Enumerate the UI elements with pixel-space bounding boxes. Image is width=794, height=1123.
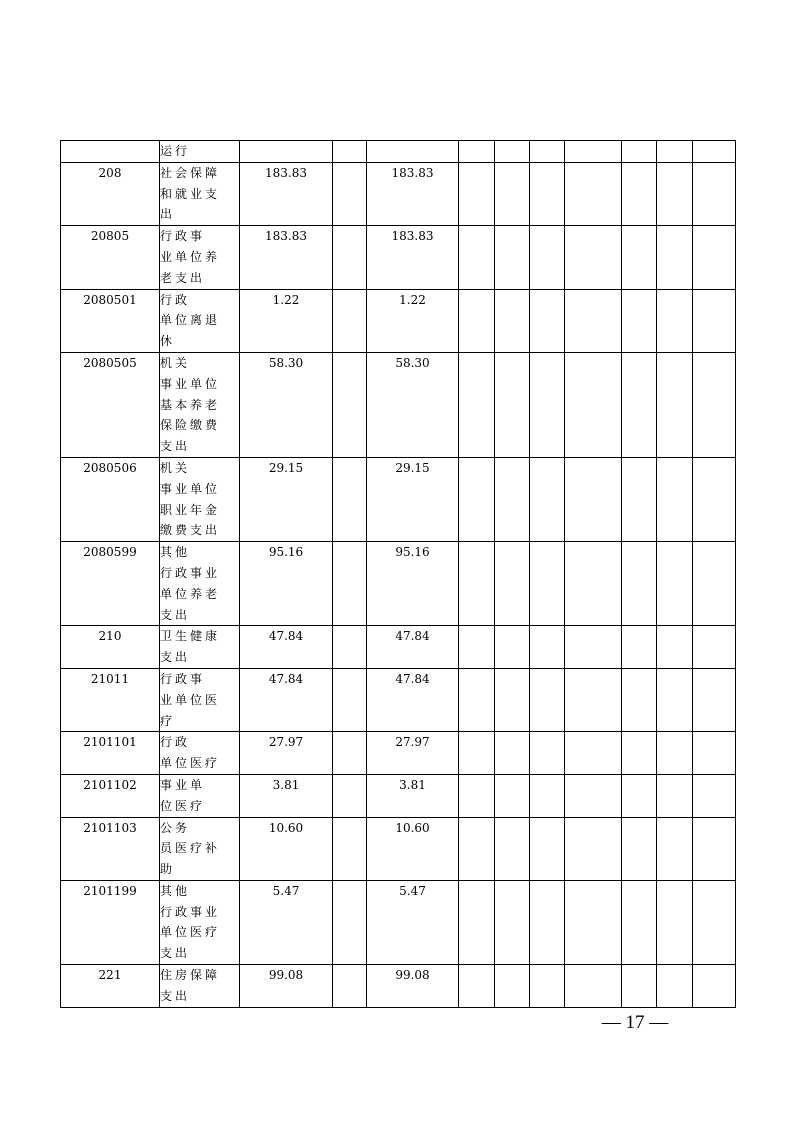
empty-cell [693,226,736,289]
empty-cell [565,352,622,457]
basic-expenditure-cell: 5.47 [367,880,459,964]
empty-cell [622,162,657,225]
subject-code-cell [61,141,160,163]
empty-cell [693,880,736,964]
table-row [61,226,736,289]
empty-cell [495,774,530,817]
amount-cell [333,880,367,964]
page-number: — 17 — [601,1012,669,1033]
empty-cell [622,774,657,817]
amount-cell [333,965,367,1008]
amount-cell [333,457,367,541]
empty-cell [657,774,693,817]
empty-cell [495,457,530,541]
table-row [61,774,736,817]
empty-cell [693,626,736,669]
empty-cell [693,817,736,880]
subject-name-cell: 行政事 业单位医 疗 [160,668,240,731]
empty-cell [530,965,565,1008]
empty-cell [693,457,736,541]
subject-code-cell: 221 [61,965,160,1008]
empty-cell [459,732,495,775]
basic-expenditure-cell: 1.22 [367,289,459,352]
empty-cell [459,162,495,225]
empty-cell [693,141,736,163]
table-row [61,542,736,626]
amount-cell [333,352,367,457]
total-amount-cell: 183.83 [240,162,333,225]
empty-cell [657,352,693,457]
total-amount-cell: 183.83 [240,226,333,289]
total-amount-cell: 1.22 [240,289,333,352]
empty-cell [565,457,622,541]
empty-cell [530,457,565,541]
empty-cell [657,141,693,163]
empty-cell [495,817,530,880]
empty-cell [495,141,530,163]
empty-cell [495,289,530,352]
empty-cell [565,817,622,880]
subject-code-cell: 2080599 [61,542,160,626]
empty-cell [459,457,495,541]
empty-cell [657,965,693,1008]
empty-cell [693,774,736,817]
amount-cell [333,141,367,163]
subject-name-cell: 其他 行政事业 单位养老 支出 [160,542,240,626]
empty-cell [622,668,657,731]
total-amount-cell [240,141,333,163]
subject-code-cell: 2101101 [61,732,160,775]
subject-code-cell: 2101199 [61,880,160,964]
total-amount-cell: 29.15 [240,457,333,541]
total-amount-cell: 3.81 [240,774,333,817]
empty-cell [657,626,693,669]
empty-cell [495,965,530,1008]
empty-cell [693,352,736,457]
subject-name-cell: 社会保障 和就业支 出 [160,162,240,225]
empty-cell [565,162,622,225]
budget-table [60,140,736,1008]
basic-expenditure-cell: 3.81 [367,774,459,817]
empty-cell [459,880,495,964]
subject-code-cell: 2101102 [61,774,160,817]
empty-cell [495,226,530,289]
empty-cell [693,732,736,775]
subject-code-cell: 210 [61,626,160,669]
table-row [61,457,736,541]
empty-cell [495,626,530,669]
empty-cell [693,668,736,731]
table-row [61,732,736,775]
basic-expenditure-cell: 99.08 [367,965,459,1008]
amount-cell [333,774,367,817]
empty-cell [459,226,495,289]
subject-name-cell: 卫生健康 支出 [160,626,240,669]
total-amount-cell: 58.30 [240,352,333,457]
subject-name-cell: 行政事 业单位养 老支出 [160,226,240,289]
total-amount-cell: 27.97 [240,732,333,775]
empty-cell [622,352,657,457]
amount-cell [333,542,367,626]
amount-cell [333,817,367,880]
table-row [61,965,736,1008]
total-amount-cell: 47.84 [240,626,333,669]
empty-cell [459,817,495,880]
empty-cell [530,352,565,457]
table-body [61,141,736,1008]
empty-cell [530,226,565,289]
amount-cell [333,668,367,731]
empty-cell [530,880,565,964]
empty-cell [459,965,495,1008]
empty-cell [565,965,622,1008]
subject-code-cell: 2080506 [61,457,160,541]
empty-cell [657,457,693,541]
empty-cell [530,626,565,669]
empty-cell [693,289,736,352]
empty-cell [622,542,657,626]
basic-expenditure-cell: 47.84 [367,668,459,731]
table-row [61,626,736,669]
subject-name-cell: 行政 单位医疗 [160,732,240,775]
empty-cell [530,732,565,775]
empty-cell [459,289,495,352]
empty-cell [693,542,736,626]
total-amount-cell: 95.16 [240,542,333,626]
table-row [61,880,736,964]
subject-name-cell: 住房保障 支出 [160,965,240,1008]
empty-cell [530,141,565,163]
total-amount-cell: 5.47 [240,880,333,964]
amount-cell [333,626,367,669]
empty-cell [565,141,622,163]
subject-name-cell: 机关 事业单位 基本养老 保险缴费 支出 [160,352,240,457]
empty-cell [657,542,693,626]
empty-cell [565,226,622,289]
subject-code-cell: 2101103 [61,817,160,880]
empty-cell [495,542,530,626]
empty-cell [459,774,495,817]
basic-expenditure-cell: 95.16 [367,542,459,626]
basic-expenditure-cell: 29.15 [367,457,459,541]
empty-cell [565,732,622,775]
subject-code-cell: 2080501 [61,289,160,352]
basic-expenditure-cell [367,141,459,163]
empty-cell [565,880,622,964]
empty-cell [622,226,657,289]
empty-cell [565,626,622,669]
empty-cell [565,542,622,626]
empty-cell [459,668,495,731]
total-amount-cell: 10.60 [240,817,333,880]
empty-cell [565,774,622,817]
empty-cell [657,817,693,880]
empty-cell [530,668,565,731]
empty-cell [565,668,622,731]
table-row [61,141,736,163]
basic-expenditure-cell: 183.83 [367,226,459,289]
subject-name-cell: 运行 [160,141,240,163]
empty-cell [530,774,565,817]
empty-cell [693,162,736,225]
subject-code-cell: 208 [61,162,160,225]
total-amount-cell: 99.08 [240,965,333,1008]
empty-cell [495,352,530,457]
table-row [61,668,736,731]
empty-cell [530,162,565,225]
total-amount-cell: 47.84 [240,668,333,731]
empty-cell [459,352,495,457]
empty-cell [622,141,657,163]
amount-cell [333,226,367,289]
empty-cell [459,542,495,626]
empty-cell [495,162,530,225]
subject-name-cell: 行政 单位离退 休 [160,289,240,352]
empty-cell [622,457,657,541]
empty-cell [622,965,657,1008]
subject-code-cell: 20805 [61,226,160,289]
amount-cell [333,289,367,352]
empty-cell [657,289,693,352]
amount-cell [333,162,367,225]
empty-cell [459,626,495,669]
subject-name-cell: 公务 员医疗补 助 [160,817,240,880]
empty-cell [657,732,693,775]
empty-cell [657,226,693,289]
empty-cell [622,817,657,880]
empty-cell [622,732,657,775]
subject-code-cell: 21011 [61,668,160,731]
table-row [61,817,736,880]
basic-expenditure-cell: 183.83 [367,162,459,225]
table-row [61,289,736,352]
empty-cell [530,289,565,352]
subject-name-cell: 机关 事业单位 职业年金 缴费支出 [160,457,240,541]
empty-cell [530,817,565,880]
empty-cell [495,880,530,964]
empty-cell [459,141,495,163]
empty-cell [622,626,657,669]
amount-cell [333,732,367,775]
empty-cell [657,668,693,731]
basic-expenditure-cell: 47.84 [367,626,459,669]
empty-cell [622,880,657,964]
subject-name-cell: 其他 行政事业 单位医疗 支出 [160,880,240,964]
empty-cell [565,289,622,352]
basic-expenditure-cell: 27.97 [367,732,459,775]
table-row [61,352,736,457]
empty-cell [657,880,693,964]
empty-cell [495,732,530,775]
subject-name-cell: 事业单 位医疗 [160,774,240,817]
empty-cell [530,542,565,626]
empty-cell [657,162,693,225]
subject-code-cell: 2080505 [61,352,160,457]
empty-cell [622,289,657,352]
basic-expenditure-cell: 58.30 [367,352,459,457]
table-row [61,162,736,225]
empty-cell [495,668,530,731]
empty-cell [693,965,736,1008]
basic-expenditure-cell: 10.60 [367,817,459,880]
